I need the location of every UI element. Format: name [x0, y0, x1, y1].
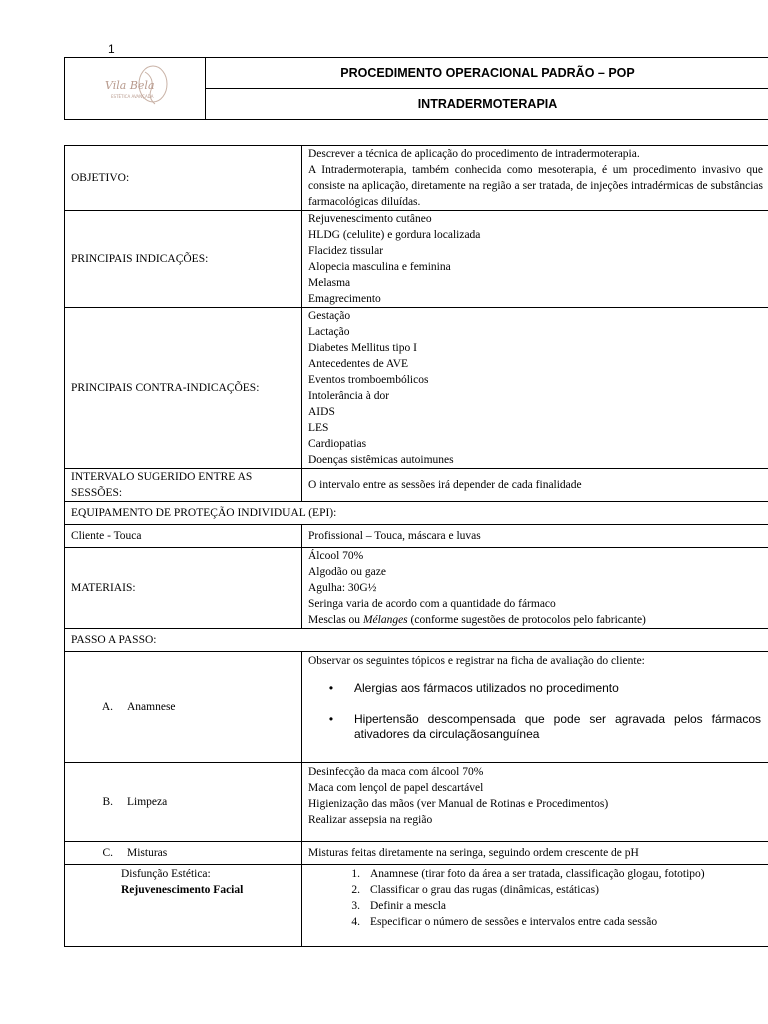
list-item: Álcool 70% — [308, 550, 364, 562]
logo — [65, 58, 206, 120]
epi-label: EQUIPAMENTO DE PROTEÇÃO INDIVIDUAL (EPI): — [65, 502, 768, 525]
step-letter: C. — [102, 847, 113, 859]
row-indicacoes — [65, 211, 768, 308]
row-epi-detail — [65, 525, 768, 548]
rejuvenescimento-label — [65, 865, 302, 947]
list-item: Diabetes Mellitus tipo I — [308, 342, 417, 354]
list-item: Lactação — [308, 326, 350, 338]
materiais-last-prefix: Mesclas ou — [308, 614, 363, 626]
numbered-item: 1. Anamnese (tirar foto da área a ser tratada, classificação glogau, fototipo) — [351, 868, 705, 880]
row-rejuvenescimento — [65, 865, 768, 947]
objetivo-value — [302, 146, 768, 211]
document-subtitle: INTRADERMOTERAPIA — [206, 89, 768, 120]
intervalo-value: O intervalo entre as sessões irá depender de cada finalidade — [302, 469, 768, 502]
list-item: Emagrecimento — [308, 293, 381, 305]
disfuncao-label: Disfunção Estética: — [121, 868, 211, 880]
row-objetivo — [65, 146, 768, 211]
list-item: Agulha: 30G½ — [308, 582, 377, 594]
intervalo-label — [65, 469, 302, 502]
materiais-last-italic: Mélanges — [362, 614, 408, 626]
list-item: Maca com lençol de papel descartável — [308, 782, 484, 794]
row-contra — [65, 308, 768, 469]
list-item: Higienização das mãos (ver Manual de Rotinas e Procedimentos) — [308, 798, 609, 810]
list-item — [308, 612, 763, 628]
row-epi — [65, 502, 768, 525]
intervalo-label-line-1: INTERVALO SUGERIDO ENTRE AS — [71, 471, 253, 483]
step-label: Anamnese — [127, 701, 176, 713]
list-item: Desinfecção da maca com álcool 70% — [308, 766, 484, 778]
bullet-item: • Alergias aos fármacos utilizados no procedimento — [308, 681, 763, 696]
logo-icon — [75, 58, 195, 114]
list-item: Doenças sistêmicas autoimunes — [308, 454, 454, 466]
list-item: Flacidez tissular — [308, 245, 384, 257]
row-intervalo — [65, 469, 768, 502]
objetivo-line-1: Descrever a técnica de aplicação do procedimento de intradermoterapia. — [308, 148, 640, 160]
intervalo-label-line-2: SESSÕES: — [71, 487, 123, 499]
misturas-value: Misturas feitas diretamente na seringa, seguindo ordem crescente de pH — [302, 842, 768, 865]
bullet-item: • Hipertensão descompensada que pode ser agravada pelos fármacos ativadores da circulaçãosanguínea — [308, 712, 763, 742]
limpeza-label — [65, 763, 302, 842]
materiais-label: MATERIAIS: — [65, 548, 302, 629]
numbered-item: 2. Classificar o grau das rugas (dinâmicas, estáticas) — [351, 884, 599, 896]
list-item: HLDG (celulite) e gordura localizada — [308, 229, 481, 241]
misturas-label — [65, 842, 302, 865]
materiais-last-suffix: (conforme sugestões de protocolos pelo fabricante) — [407, 614, 646, 626]
row-limpeza — [65, 763, 768, 842]
rejuvenescimento-title: Rejuvenescimento Facial — [121, 884, 244, 896]
procedure-table — [64, 145, 768, 947]
anamnese-value — [302, 652, 768, 763]
logo-subtext: ESTÉTICA AVANÇADA — [111, 94, 154, 99]
row-passo — [65, 629, 768, 652]
anamnese-intro: Observar os seguintes tópicos e registrar na ficha de avaliação do cliente: — [308, 655, 645, 667]
epi-cliente: Cliente - Touca — [65, 525, 302, 548]
list-item: Gestação — [308, 310, 351, 322]
step-letter: B. — [102, 796, 113, 808]
document-title: PROCEDIMENTO OPERACIONAL PADRÃO – POP — [206, 58, 768, 89]
list-item: LES — [308, 422, 329, 434]
numbered-item: 3. Definir a mescla — [351, 900, 446, 912]
numbered-item: 4. Especificar o número de sessões e intervalos entre cada sessão — [351, 916, 658, 928]
list-item: AIDS — [308, 406, 335, 418]
list-item: Realizar assepsia na região — [308, 814, 433, 826]
step-letter: A. — [101, 701, 113, 713]
row-materiais — [65, 548, 768, 629]
list-item: Rejuvenescimento cutâneo — [308, 213, 432, 225]
contra-list — [302, 308, 768, 469]
step-label: Misturas — [127, 847, 168, 859]
logo-text: Vila Bela — [105, 79, 155, 92]
objetivo-line-2: A Intradermoterapia, também conhecida como mesoterapia, é um procedimento invasivo que consiste na aplicação, diretamente na região a ser tratada, de injeções intradérmicas de substâncias farmacológicas diluídas. — [308, 164, 763, 208]
contra-label: PRINCIPAIS CONTRA-INDICAÇÕES: — [65, 308, 302, 469]
indicacoes-list — [302, 211, 768, 308]
bullet-icon: • — [328, 712, 334, 726]
list-item: Melasma — [308, 277, 351, 289]
epi-profissional: Profissional – Touca, máscara e luvas — [302, 525, 768, 548]
step-label: Limpeza — [127, 796, 168, 808]
list-item: Algodão ou gaze — [308, 566, 386, 578]
materiais-list — [302, 548, 768, 629]
indicacoes-label: PRINCIPAIS INDICAÇÕES: — [65, 211, 302, 308]
rejuvenescimento-steps — [302, 865, 768, 947]
passo-label: PASSO A PASSO: — [65, 629, 768, 652]
list-item: Antecedentes de AVE — [308, 358, 409, 370]
list-item: Eventos tromboembólicos — [308, 374, 429, 386]
list-item: Seringa varia de acordo com a quantidade do fármaco — [308, 598, 556, 610]
limpeza-list — [302, 763, 768, 842]
anamnese-label — [65, 652, 302, 763]
header-table — [64, 57, 768, 120]
list-item: Intolerância à dor — [308, 390, 390, 402]
row-anamnese — [65, 652, 768, 763]
list-item: Alopecia masculina e feminina — [308, 261, 451, 273]
bullet-icon: • — [328, 681, 334, 695]
list-item: Cardiopatias — [308, 438, 367, 450]
objetivo-label: OBJETIVO: — [65, 146, 302, 211]
page-number: 1 — [108, 42, 115, 56]
row-misturas — [65, 842, 768, 865]
